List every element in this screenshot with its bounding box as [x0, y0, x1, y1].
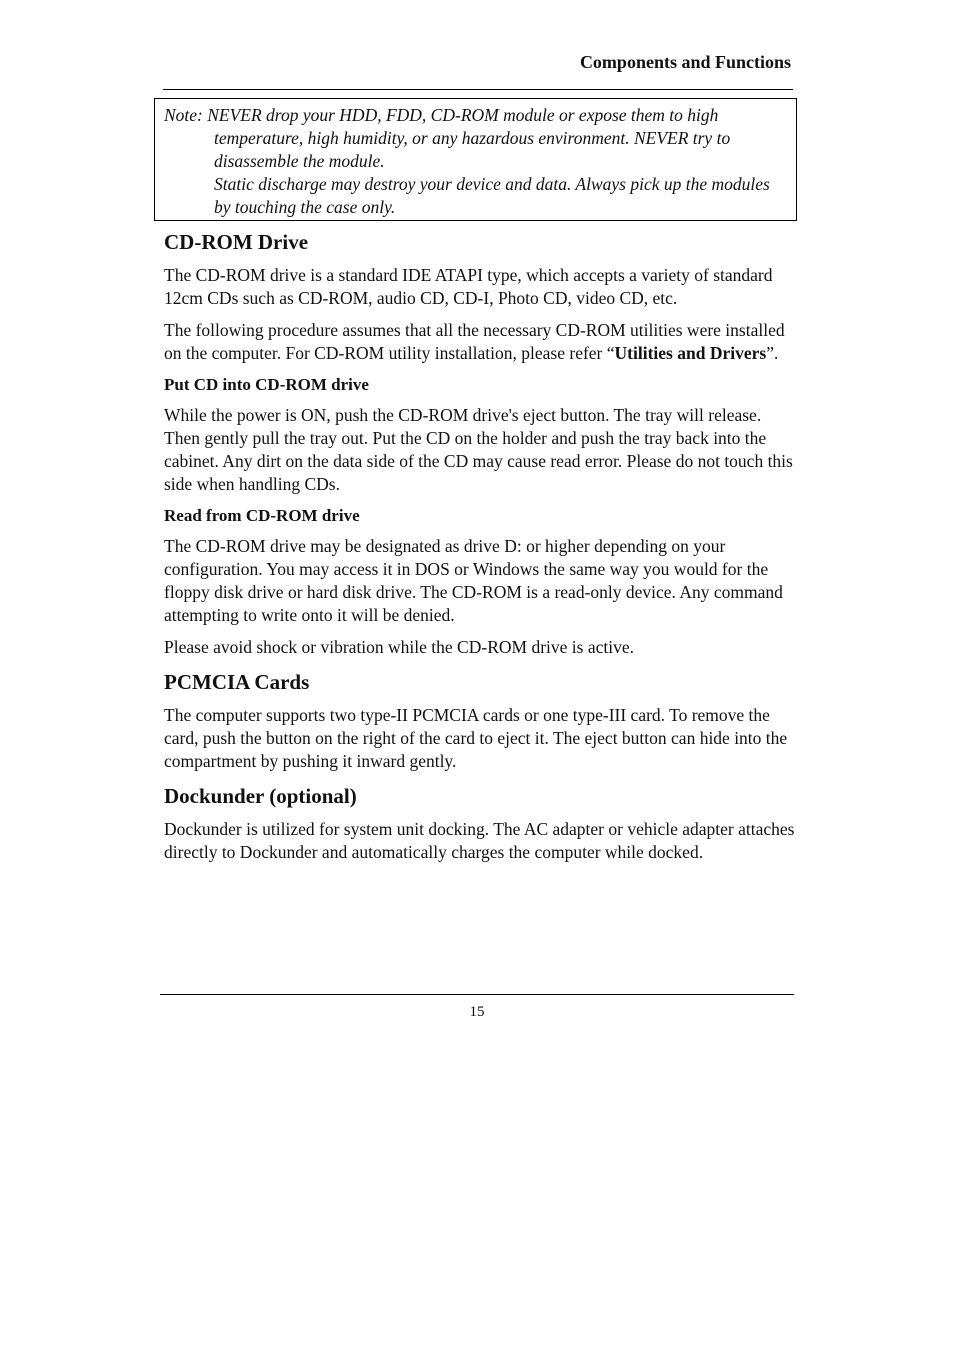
cdrom-procedure-paragraph [164, 319, 796, 365]
page-number: 15 [469, 1004, 485, 1020]
header-rule [163, 89, 793, 90]
footer-rule [160, 994, 794, 995]
cdrom-intro-paragraph: The CD-ROM drive is a standard IDE ATAPI type, which accepts a variety of standard 12cm CDs such as CD-ROM, audio CD, CD-I, Photo CD, video CD, etc. [164, 265, 773, 308]
note-warning-text: Note: NEVER drop your HDD, FDD, CD-ROM module or expose them to high temperature, high humidity, or any hazardous environment. NEVER try to disassemble the module. [164, 105, 731, 171]
cdrom-procedure-text: The following procedure assumes that all the necessary CD-ROM utilities were installed on the computer. For CD-ROM utility installation, please refer “ [164, 320, 785, 363]
note-box [154, 98, 797, 221]
running-header: Components and Functions [579, 52, 791, 72]
page-content [164, 228, 796, 873]
utilities-drivers-reference: Utilities and Drivers [614, 343, 767, 363]
put-cd-paragraph: While the power is ON, push the CD-ROM drive's eject button. The tray will release. Then gently pull the tray out. Put the CD on the holder and push the tray back into the cabinet. Any dirt on the data side of the CD may cause read error. Please do not touch this side when handling CDs. [164, 405, 793, 494]
avoid-shock-paragraph: Please avoid shock or vibration while the CD-ROM drive is active. [164, 637, 634, 657]
subheading-read-cd: Read from CD-ROM drive [164, 506, 360, 525]
note-static-discharge-text: Static discharge may destroy your device and data. Always pick up the modules by touching the case only. [214, 174, 770, 217]
subheading-put-cd: Put CD into CD-ROM drive [164, 375, 369, 394]
read-cd-paragraph: The CD-ROM drive may be designated as drive D: or higher depending on your configuration. You may access it in DOS or Windows the same way you would for the floppy disk drive or hard disk drive. The CD-ROM is a read-only device. Any command attempting to write onto it will be denied. [164, 536, 783, 625]
pcmcia-paragraph: The computer supports two type-II PCMCIA cards or one type-III card. To remove the card, push the button on the right of the card to eject it. The eject button can hide into the compartment by pushing it inward gently. [164, 705, 788, 771]
section-heading-dockunder: Dockunder (optional) [164, 784, 357, 808]
section-heading-pcmcia: PCMCIA Cards [164, 670, 310, 694]
dockunder-paragraph: Dockunder is utilized for system unit docking. The AC adapter or vehicle adapter attaches directly to Dockunder and automatically charges the computer while docked. [164, 819, 795, 862]
cdrom-procedure-end: ”. [766, 343, 779, 363]
section-heading-cdrom: CD-ROM Drive [164, 230, 309, 254]
